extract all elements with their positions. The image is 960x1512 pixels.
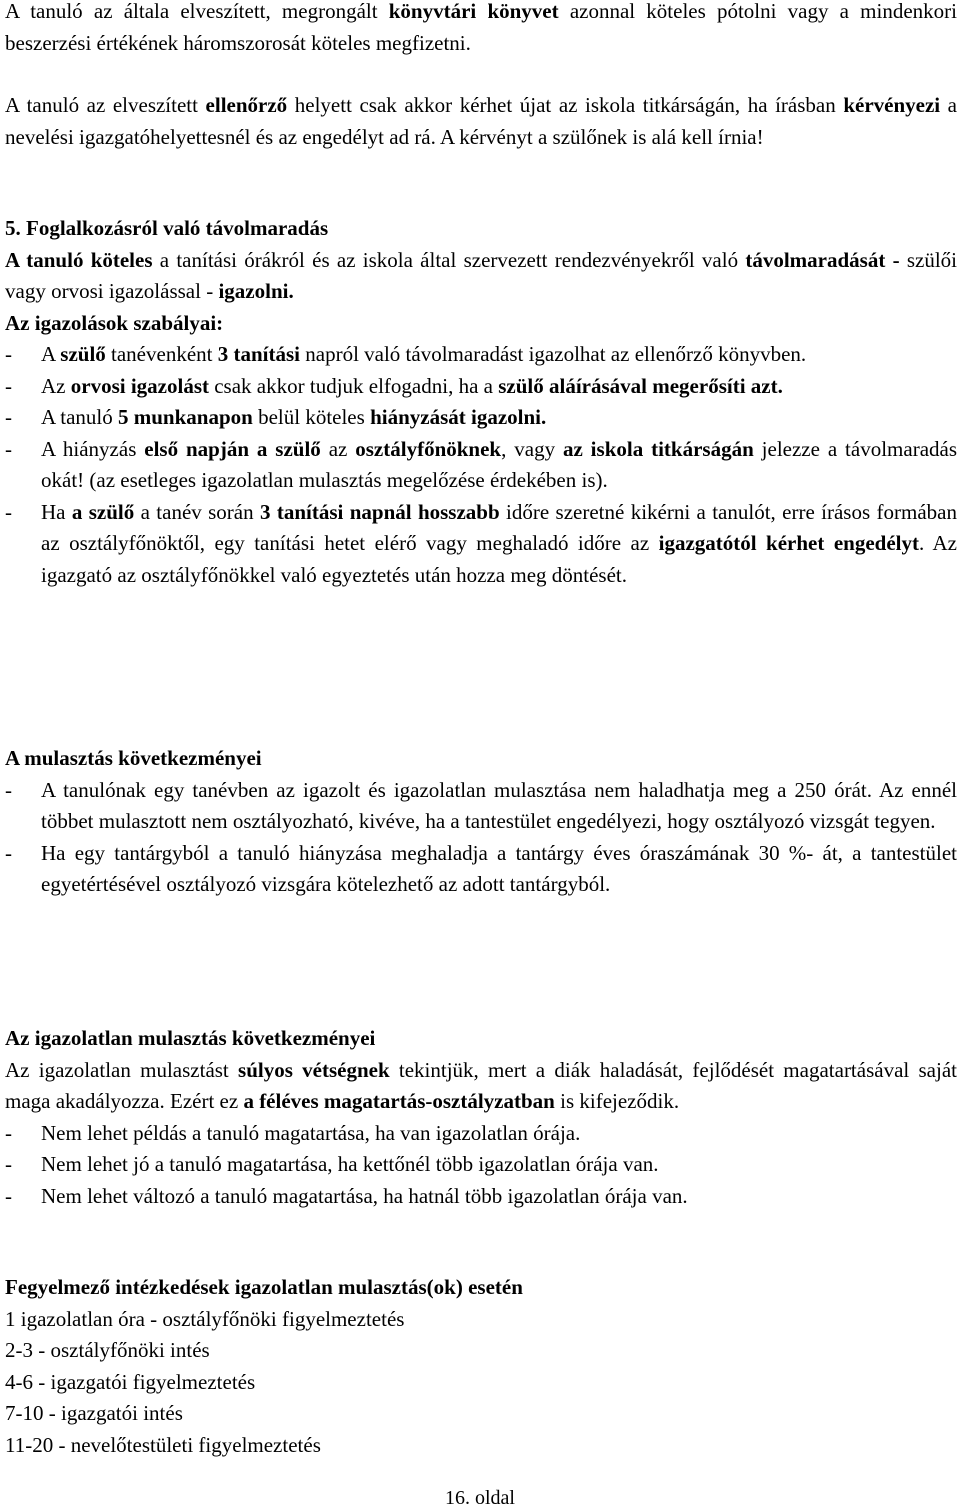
list-item-text xyxy=(41,402,957,434)
text-run: Az igazolatlan mulasztást xyxy=(5,1057,239,1082)
page-number: 16. oldal xyxy=(445,1487,515,1509)
text-run: Ha egy tantárgyból a tanuló hiányzása meghaladja a tantárgy éves óraszámának 30 %- át, a tantestület egyetértésével osztályozó vizsgára kötelezhető az adott tantárgyból. xyxy=(41,840,957,896)
text-run: A tanuló xyxy=(41,405,118,429)
unexcused-section xyxy=(5,1023,957,1212)
bold-text: a szülő xyxy=(71,499,135,524)
list-item xyxy=(5,402,957,434)
discipline-line: 4-6 - igazgatói figyelmeztetés xyxy=(5,1369,256,1394)
list-item-text: Nem lehet jó a tanuló magatartása, ha kettőnél több igazolatlan órája van. xyxy=(41,1152,659,1176)
bold-text: orvosi igazolást xyxy=(70,373,209,398)
list-item-text xyxy=(41,497,957,592)
list-item xyxy=(5,1118,957,1150)
bullet-dash: - xyxy=(5,436,12,461)
text-run: időre szeretné kikérni a tanulót, erre írásos formában az osztályfőnöktől, egy tanítási hetet elérő vagy meghaladó időre az xyxy=(41,499,957,555)
text-run: A tanuló az általa elveszített, megrongált xyxy=(5,0,389,23)
bold-text: a féléves magatartás-osztályzatban xyxy=(243,1089,555,1113)
bullet-dash: - xyxy=(5,499,12,524)
bullet-dash: - xyxy=(5,342,12,366)
bold-text: szülő aláírásával megerősíti azt. xyxy=(498,373,783,398)
section-heading: 5. Foglalkozásról való távolmaradás xyxy=(5,216,329,240)
list-item-text xyxy=(41,434,957,497)
library-book-paragraph xyxy=(5,0,957,59)
text-run: jelezze a távolmaradás okát! (az esetleges igazolatlan mulasztás megelőzése érdekében is). xyxy=(41,436,958,492)
text-run: szülői vagy orvosi igazolással - xyxy=(5,247,957,303)
list-item xyxy=(5,497,957,592)
text-run: napról való távolmaradást igazolhat az ellenőrző könyvben. xyxy=(300,342,807,366)
intro-section xyxy=(5,0,957,153)
bold-text: az iskola titkárságán xyxy=(562,436,754,461)
section-heading: A mulasztás következményei xyxy=(5,746,262,770)
text-run: tanévenként xyxy=(105,342,218,366)
discipline-line: 11-20 - nevelőtestületi figyelmeztetés xyxy=(5,1432,321,1457)
text-run: A tanulónak egy tanévben az igazolt és igazolatlan mulasztása nem haladhatja meg a 250 órát. Az ennél többet mulasztott nem osztályozható, kivéve, ha a tantestület engedélyezi, hogy osztályozó vizsgát tegyen. xyxy=(41,777,957,833)
list-item xyxy=(5,371,957,403)
section-heading: Fegyelmező intézkedések igazolatlan mulasztás(ok) esetén xyxy=(5,1275,523,1299)
list-item xyxy=(5,1149,957,1181)
bold-text: osztályfőnöknek xyxy=(355,436,502,461)
list-item xyxy=(5,434,957,497)
text-run: belül köteles xyxy=(252,405,371,429)
bullet-dash: - xyxy=(5,840,12,865)
discipline-section xyxy=(5,1272,957,1461)
list-item xyxy=(5,339,957,371)
bold-text: 3 tanítási napnál hosszabb xyxy=(259,499,500,524)
list-item-text: Nem lehet változó a tanuló magatartása, ha hatnál több igazolatlan órája van. xyxy=(41,1183,688,1208)
text-run: A tanuló az elveszített xyxy=(5,93,206,117)
list-item-text: Nem lehet példás a tanuló magatartása, ha van igazolatlan órája. xyxy=(41,1120,581,1145)
bold-text: hiányzását igazolni. xyxy=(370,405,547,429)
discipline-lines xyxy=(5,1304,957,1462)
consequences-list xyxy=(5,775,957,901)
list-item xyxy=(5,775,957,838)
bold-text: súlyos vétségnek xyxy=(238,1057,390,1082)
list-item-text xyxy=(41,339,957,371)
section-heading: Az igazolatlan mulasztás következményei xyxy=(5,1026,376,1050)
bullet-dash: - xyxy=(5,777,12,802)
text-run: A xyxy=(41,342,61,366)
bullet-dash: - xyxy=(5,405,12,429)
unexcused-list xyxy=(5,1118,957,1213)
consequences-section xyxy=(5,743,957,901)
bullet-dash: - xyxy=(5,373,12,398)
text-run: a tanítási órákról és az iskola által szervezett rendezvényekről való xyxy=(152,247,746,272)
bullet-dash: - xyxy=(5,1120,12,1145)
bold-text: ellenőrző xyxy=(205,93,288,117)
list-item-text xyxy=(41,838,957,901)
discipline-line: 1 igazolatlan óra - osztályfőnöki figyelmeztetés xyxy=(5,1306,405,1331)
discipline-line: 7-10 - igazgatói intés xyxy=(5,1401,183,1425)
bold-text: könyvtári könyvet xyxy=(388,0,559,23)
discipline-line: 2-3 - osztályfőnöki intés xyxy=(5,1338,210,1362)
text-run: a tanév során xyxy=(134,499,260,524)
text-run: a nevelési igazgatóhelyettesnél és az engedélyt ad rá. A kérvényt a szülőnek is alá kell írnia! xyxy=(5,93,957,149)
list-item-text xyxy=(41,371,957,403)
bold-text: kérvényezi xyxy=(843,93,941,117)
list-item xyxy=(5,838,957,901)
absence-section xyxy=(5,213,957,591)
bold-text: szülő xyxy=(60,342,106,366)
text-run: az xyxy=(320,436,356,461)
bold-text: távolmaradását - xyxy=(745,247,900,272)
bullet-dash: - xyxy=(5,1152,12,1176)
unexcused-paragraph xyxy=(5,1055,957,1118)
text-run: azonnal köteles pótolni vagy a mindenkori beszerzési értékének háromszorosát köteles megfizetni. xyxy=(5,0,957,55)
list-item xyxy=(5,1181,957,1213)
bold-text: igazolni. xyxy=(218,279,294,303)
bold-text: A tanuló köteles xyxy=(5,247,153,272)
text-run: , vagy xyxy=(501,436,563,461)
bold-text: 3 tanítási xyxy=(217,342,300,366)
bold-text: első napján a szülő xyxy=(144,436,321,461)
text-run: is kifejeződik. xyxy=(554,1089,680,1113)
text-run: Ha xyxy=(41,499,72,524)
absence-paragraph xyxy=(5,245,957,308)
text-run: Az xyxy=(41,373,71,398)
text-run: helyett csak akkor kérhet újat az iskola titkárságán, ha írásban xyxy=(287,93,844,117)
bullet-dash: - xyxy=(5,1183,12,1208)
rules-heading: Az igazolások szabályai: xyxy=(5,310,224,335)
bold-text: 5 munkanapon xyxy=(118,405,253,429)
rules-list xyxy=(5,339,957,591)
text-run: tekintjük, mert a diák haladását, fejlődését magatartásával saját maga akadályozza. Ezért ez xyxy=(5,1057,957,1113)
lost-report-card-paragraph xyxy=(5,90,957,153)
text-run: . Az igazgató az osztályfőnökkel való egyeztetés után hozza meg döntését. xyxy=(41,531,958,587)
text-run: csak akkor tudjuk elfogadni, ha a xyxy=(208,373,499,398)
text-run: A hiányzás xyxy=(41,436,145,461)
bold-text: igazgatótól kérhet engedélyt xyxy=(658,531,919,555)
list-item-text xyxy=(41,775,957,838)
